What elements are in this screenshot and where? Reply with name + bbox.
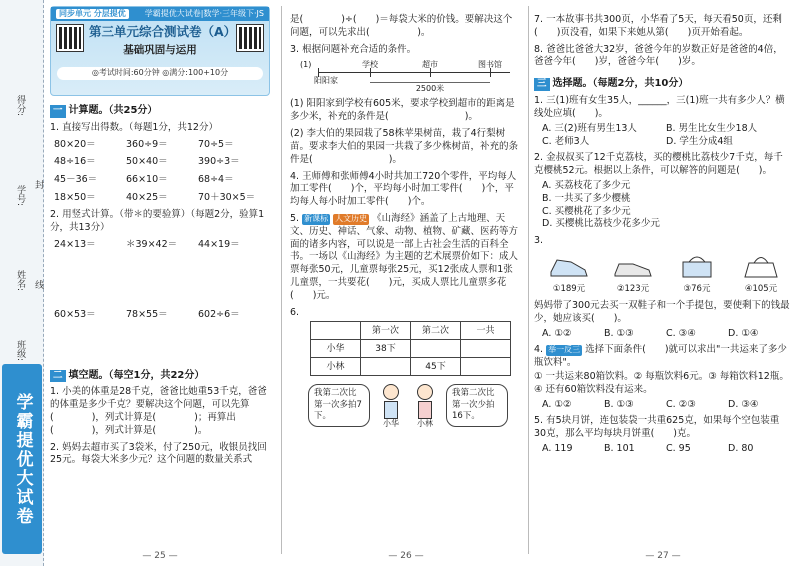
question: 2. 金叔叔买了12千克荔枝，买的樱桃比荔枝少7千克，每千克樱桃52元。根据以上条件，可以解答的问题是( )。 (534, 152, 783, 177)
calc-item: 40×25＝ (126, 192, 168, 204)
test-title: 第三单元综合测试卷（A） (89, 24, 237, 39)
options: A. 119 B. 101 C. 95 D. 80 (542, 443, 754, 455)
options: A. ①② B. ①③ C. ②③ D. ③④ (542, 398, 759, 410)
qr-code-icon (57, 25, 83, 51)
calc-item: 44×19＝ (198, 238, 240, 250)
calc-item: 602÷6＝ (198, 308, 240, 320)
shoe-icon (549, 252, 589, 278)
calc-item: 66×10＝ (126, 174, 168, 186)
kids-illustration (308, 384, 520, 430)
point-label: 超市 (422, 60, 438, 70)
page-25 (44, 0, 276, 566)
tag-badge: 举一反三 (548, 345, 581, 355)
question: 8. 爸爸比爸爸大32岁，爸爸今年的岁数正好是爸爸的4倍，爸爸今年( )岁，爸爸今年( )岁。 (534, 43, 783, 68)
calc-item: 68÷4＝ (198, 174, 234, 186)
question: 7. 一本故事书共300页，小华看了5天，每天看50页，还剩( )页没看，如果下来她从第( )页开始看起。 (534, 14, 782, 38)
calc-item: 50×40＝ (126, 156, 168, 168)
clap-table: 第一次 第二次 一共 小华 38下 小林 45下 (310, 321, 511, 376)
brand-banner: 学霸提优大试卷 (2, 364, 42, 554)
section-heading: 一 计算题。（共25分） (50, 104, 270, 118)
calc-item: 70÷5＝ (198, 138, 234, 150)
options: A. ①② B. ①③ C. ③④ D. ①④ (542, 327, 759, 339)
question: 2. 妈妈去超市买了3袋米，付了250元，收银员找回25元。每袋大米多少元？这个问题的数量关系式 (50, 441, 267, 466)
calc-item: ＊39×42＝ (126, 238, 178, 250)
distance-label: 2500米 (370, 82, 490, 95)
conditions: ① 一共运来80箱饮料。② 每瓶饮料6元。③ 每箱饮料12瓶。④ 还有60箱饮料没有运来。 (534, 371, 789, 395)
question: (2) 李大伯的果园栽了58株苹果树苗，栽了4行梨树苗。要求李大伯的果园一共栽了多少株树苗，补充的条件是( )。 (290, 128, 519, 165)
question: 妈妈带了300元去买一双鞋子和一个手提包，要使剩下的钱最少，她应该买( )。 (534, 299, 790, 324)
series-label: 学霸提优大试卷|数学·三年级下·JS (144, 8, 264, 18)
handbag-item: ④105元 (738, 252, 784, 296)
test-meta: ◎考试时间:60分钟 ◎满分:100+10分 (57, 67, 263, 80)
question: 4. 举一反三 选择下面条件( )就可以求出"一共运来了多少瓶饮料"。 (534, 344, 787, 369)
class-label: 班级: (15, 340, 26, 362)
shoe-item: ②123元 (610, 252, 656, 296)
question: (1) 阳阳家到学校有605米，要求学校到超市的距离是多少米，补充的条件是( )。 (290, 98, 515, 123)
calc-item: 60×53＝ (54, 308, 96, 320)
seal-mark: 封 (33, 180, 44, 189)
calc-item: 18×50＝ (54, 192, 96, 204)
point-label: 阳阳家 (314, 76, 338, 86)
page-26 (286, 0, 526, 566)
header-bar (51, 7, 269, 21)
calc-item: 78×55＝ (126, 308, 168, 320)
question: 是( )÷( )＝每袋大米的价钱。要解决这个问题，可以先求出( )。 (290, 14, 513, 38)
speech-bubble: 我第二次比第一次多拍7下。 (308, 384, 370, 426)
speech-bubble: 我第二次比第一次少拍16下。 (446, 384, 508, 426)
question: 1. 三(1)班有女生35人，______，三(1)班一共有多少人？横线处应填( )。 (534, 95, 785, 119)
calc-item: 70＋30×5＝ (198, 192, 256, 204)
options: A. 三(2)班有男生13人 B. 男生比女生少18人 C. 老师3人 D. 学生分成4组 (542, 122, 758, 147)
table-row: 小华 38下 (311, 340, 511, 358)
written-calc-row (50, 309, 270, 361)
test-subtitle: 基础巩固与运用 (123, 44, 197, 56)
route-diagram: (1) 阳阳家 学校 超市 图书馆 2500米 (300, 62, 510, 94)
page-27 (530, 0, 796, 566)
question: 1. 直接写出得数。（每题1分，共12分） (50, 121, 218, 133)
question: 6. (290, 306, 300, 318)
score-label: 得分: (15, 95, 26, 117)
question: 3. (534, 235, 544, 247)
table-row: 小林 45下 (311, 358, 511, 376)
calc-item: 390÷3＝ (198, 156, 240, 168)
page-divider (281, 6, 282, 554)
calc-item: 45－36＝ (54, 174, 98, 186)
test-header (50, 6, 270, 96)
question: 4. 王师傅和张师傅4小时共加工720个零件，平均每人加工零件( )个，平均每小时加工零件( )个，平均每人每小时加工零件( )个。 (290, 170, 517, 208)
page-number: — 25 — (142, 550, 178, 561)
oral-calc-grid (50, 139, 270, 205)
page-number: — 26 — (388, 550, 424, 561)
handbag-icon (677, 252, 717, 278)
question: 5. 新课标 人文历史 《山海经》涵盖了上古地理、天文、历史、神话、气象、动物、植物、矿藏、医药等方面的诸多内容，可以说是一部上古社会生活的百科全书。一场以《山海经》为主题的艺术展票价如下：成人票每张50元，儿童票每张25元，买12张成人票和1张儿童票，一共要花( )元，买成人票比儿童票多花( )元。 (290, 212, 519, 301)
calc-item: 24×13＝ (54, 238, 96, 250)
qr-code-icon (237, 25, 263, 51)
binding-strip (0, 0, 44, 566)
child-figure-icon: 小华 (378, 384, 404, 430)
line-mark: 线 (33, 280, 44, 289)
options: A. 买荔枝花了多少元 B. 一共买了多少樱桃 C. 买樱桃花了多少元 D. 买樱桃比荔枝少花多少元 (542, 179, 660, 230)
question: 2. 用竖式计算。（带＊的要验算）（每题2分，验算1分，共13分） (50, 208, 265, 233)
calc-item: 48÷16＝ (54, 156, 96, 168)
section-heading: 二 填空题。（每空1分，共22分） (50, 369, 270, 383)
handbag-item: ③76元 (674, 252, 720, 296)
calc-item: 360÷9＝ (126, 138, 168, 150)
point-label: 图书馆 (478, 60, 502, 70)
section-heading: 三 选择题。（每题2分，共10分） (534, 77, 790, 91)
question: 1. 小美的体重是28千克，爸爸比她重53千克，爸爸的体重是多少千克？要解决这个问题，可以先算( )，列式计算是( )；再算出( )，列式计算是( )。 (50, 386, 267, 436)
shoe-item: ①189元 (546, 252, 592, 296)
name-label: 姓名: (15, 270, 26, 292)
tag-badge: 新课标 (304, 213, 329, 223)
question: 3. 根据问题补充合适的条件。 (290, 43, 417, 55)
written-calc-row (50, 239, 270, 305)
student-id-label: 学号: (15, 185, 26, 207)
child-figure-icon: 小林 (412, 384, 438, 430)
shoe-icon (613, 252, 653, 278)
handbag-icon (741, 252, 781, 278)
question: 5. 有5块月饼，连包装袋一共重625克，如果每个空包装重30克，那么平均每块月饼重( )克。 (534, 415, 780, 440)
shop-items (534, 248, 790, 296)
tag-badge: 人文历史 (335, 213, 368, 223)
page-number: — 27 — (645, 550, 681, 561)
calc-item: 80×20＝ (54, 138, 96, 150)
page-divider (528, 6, 529, 554)
unit-badge: 同步单元 分层提优 (56, 9, 129, 20)
point-label: 学校 (362, 60, 378, 70)
